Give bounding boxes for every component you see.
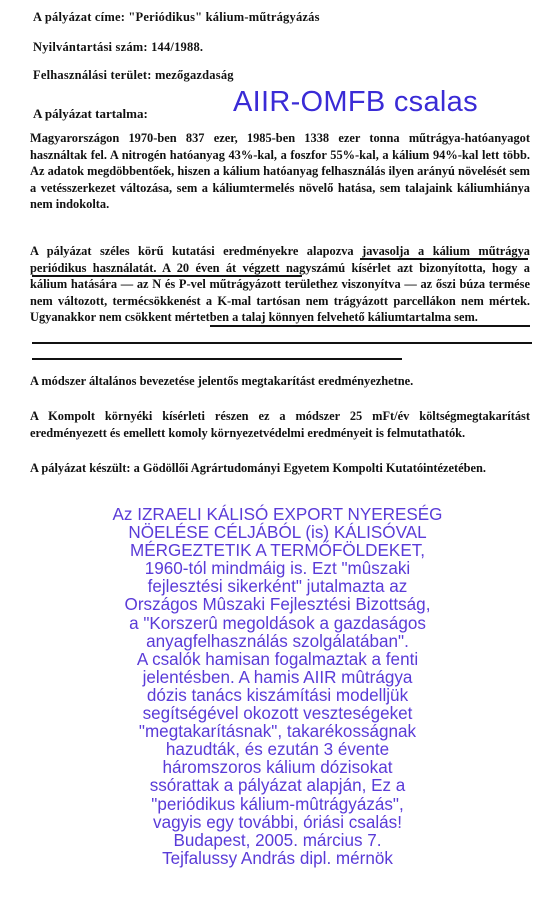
note-line: "periódikus kálium-mûtrágyázás", xyxy=(151,794,404,814)
note-line: ssórattak a pályázat alapján, Ez a xyxy=(149,776,406,796)
note-line: Budapest, 2005. március 7. xyxy=(173,830,382,850)
paragraph-statistics: Magyarországon 1970-ben 837 ezer, 1985-ben 1338 ezer tonna műtrágya-hatóanyagot használtak fel. A nitrogén hatóanyag 43%-kal, a foszfor 55%-kal, a kálium 94%-kal lett több. Az adatok megdöbbentőek, hiszen a kálium hatóanyag felhasználás ilyen arányú növelését sem a vetésszerkezet változása, sem a káliumtermelés növelő hatása, sem talajaink káliumhiánya nem indokolta. xyxy=(30,131,530,212)
overlay-title: AIIR-OMFB csalas xyxy=(233,86,478,118)
note-line: háromszoros kálium dózisokat xyxy=(162,758,393,778)
note-line: Az IZRAELI KÁLISÓ EXPORT NYERESÉG xyxy=(112,505,443,524)
note-line: Országos Mûszaki Fejlesztési Bizottság, xyxy=(124,595,431,615)
note-line: hazudták, és ezután 3 évente xyxy=(165,740,390,760)
note-line: a "Korszerû megoldások a gazdaságos xyxy=(129,613,426,633)
usage-field-line: Felhasználási terület: mezőgazdaság xyxy=(33,68,234,82)
note-line: segítségével okozott veszteségeket xyxy=(142,704,413,724)
note-line: Tejfalussy András dipl. mérnök xyxy=(162,848,393,868)
note-line: NÖELÉSE CÉLJÁBÓL (is) KÁLISÓVAL xyxy=(128,523,427,543)
note-line: jelentésben. A hamis AIIR mûtrágya xyxy=(142,667,413,687)
paragraph-method: A módszer általános bevezetése jelentős megtakarítást eredményezhetne. xyxy=(30,374,414,388)
underline-mark xyxy=(32,358,402,360)
note-line: anyagfelhasználás szolgálatában". xyxy=(146,631,409,651)
note-line: fejlesztési sikerként" jutalmazta az xyxy=(147,577,408,597)
note-line: 1960-tól mindmáig is. Ezt "mûszaki xyxy=(144,559,411,579)
underline-mark xyxy=(32,275,302,277)
underline-mark xyxy=(32,342,532,344)
underline-mark xyxy=(360,258,528,260)
paragraph-prepared-by: A pályázat készült: a Gödöllői Agrártudományi Egyetem Kompolti Kutatóintézetében. xyxy=(30,461,487,475)
registry-number-line: Nyilvántartási szám: 144/1988. xyxy=(33,40,204,54)
underline-mark xyxy=(210,325,530,327)
paragraph-kompolt: A Kompolt környéki kísérleti részen ez a módszer 25 mFt/év költségmegtakarítást eredményezett és emellett komoly környezetvédelmi eredményeit is felmutathatók. xyxy=(30,409,530,440)
content-heading: A pályázat tartalma: xyxy=(33,106,148,121)
note-line: A csalók hamisan fogalmaztak a fenti xyxy=(136,649,419,669)
note-line: dózis tanács kiszámítási modelljük xyxy=(146,685,409,705)
paragraph-proposal: A pályázat széles körű kutatási eredményekre alapozva javasolja a kálium műtrágya periódikus használatát. A 20 éven át végzett nagyszámú kísérlet azt bizonyította, hogy a kálium hatására — az N és P-vel műtrágyázott területhez viszonyítva — az őszi búza termése nem változott, termécsökkenést a K-mal tartósan nem trágyázott parcellákon nem mértek. Ugyanakkor nem csökkent mértetben a talaj könnyen felvehető káliumtartalma sem. xyxy=(30,244,530,325)
note-line: "megtakarításnak", takarékosságnak xyxy=(138,722,417,742)
commentary-note xyxy=(0,506,555,868)
note-line: MÉRGEZTETIK A TERMŐFÖLDEKET, xyxy=(129,541,426,561)
note-line: vagyis egy további, óriási csalás! xyxy=(153,812,402,832)
application-title-line: A pályázat címe: "Periódikus" kálium-műtrágyázás xyxy=(33,10,320,24)
